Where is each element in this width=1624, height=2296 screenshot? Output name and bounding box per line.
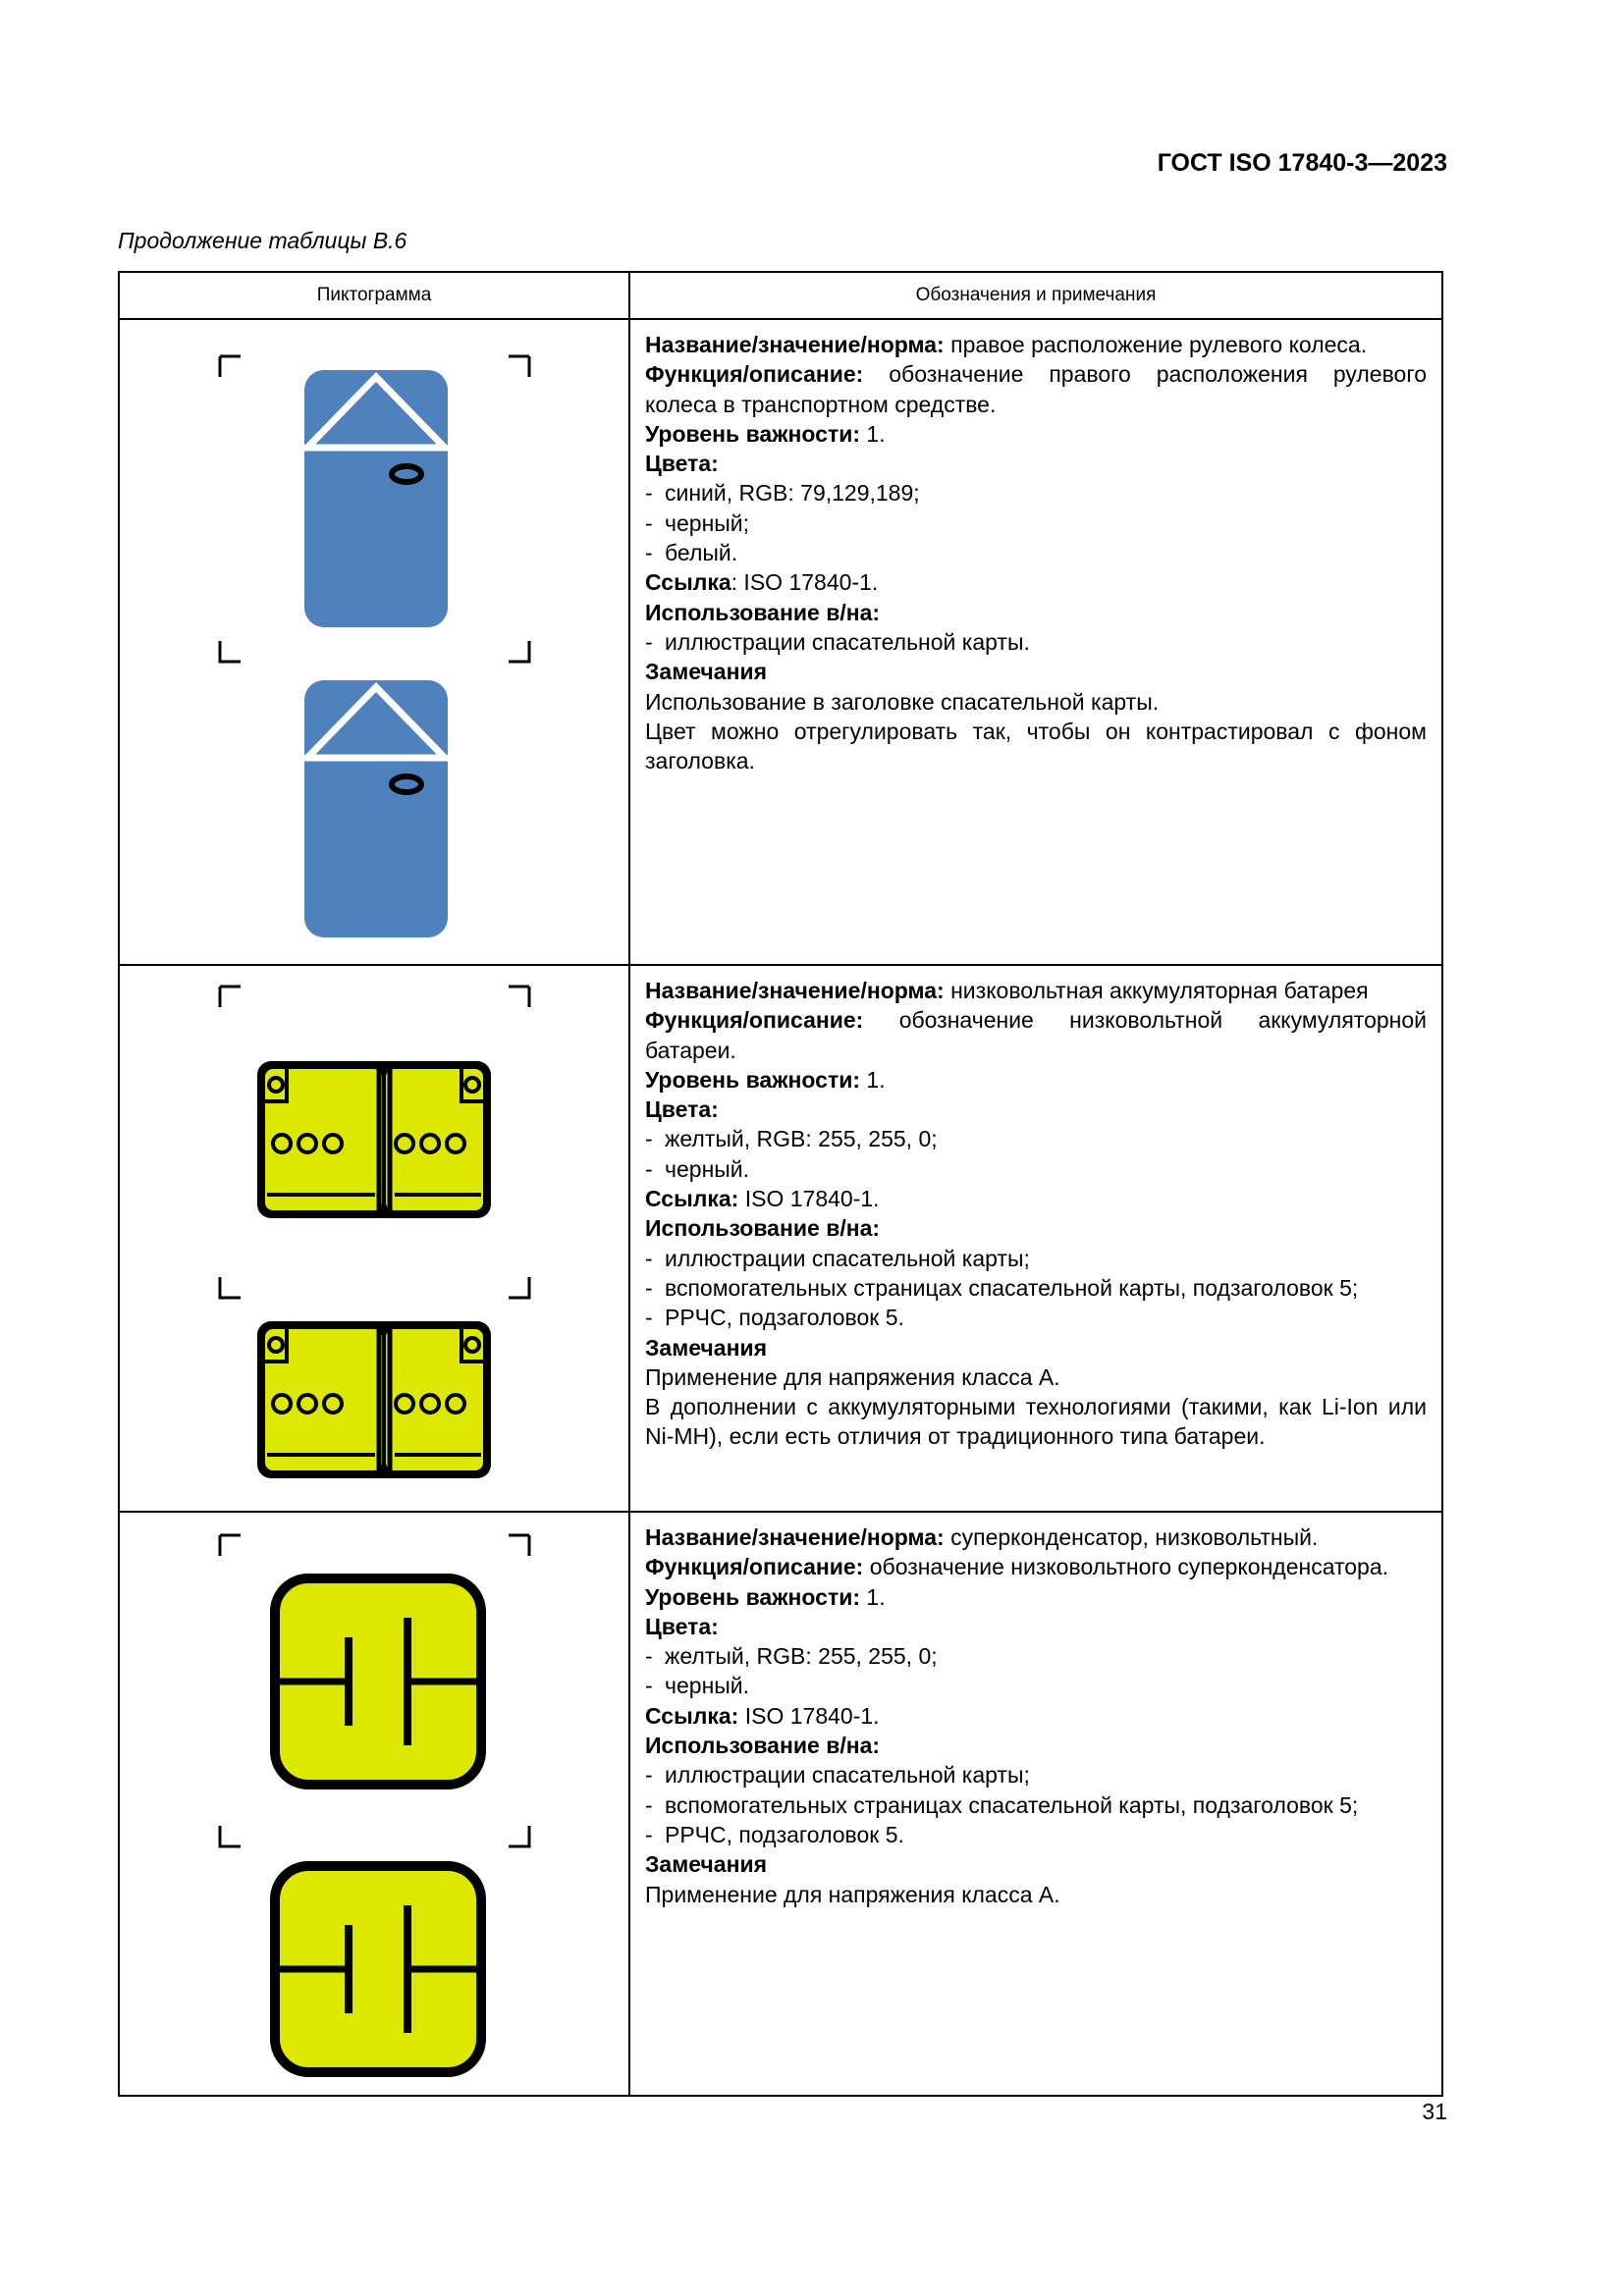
usage-item: - РРЧС, подзаголовок 5. bbox=[645, 1821, 904, 1847]
name-entry: Название/значение/норма: низковольтная аккумуляторная батарея bbox=[645, 978, 1369, 1003]
note-text: Использование в заголовке спасательной карты. bbox=[645, 688, 1160, 715]
table-row bbox=[119, 319, 1442, 965]
column-header-notes: Обозначения и примечания bbox=[629, 272, 1442, 319]
colors-label: Цвета: bbox=[645, 1096, 719, 1123]
color-item: - синий, RGB: 79,129,189; bbox=[645, 480, 920, 507]
notes-cell bbox=[629, 965, 1442, 1512]
level-entry: Уровень важности: 1. bbox=[645, 420, 886, 447]
usage-item: - вспомогательных страницах спасательной карты, подзаголовок 5; bbox=[645, 1274, 1359, 1301]
table-header-row bbox=[119, 272, 1442, 319]
usage-item: - иллюстрации спасательной карты; bbox=[645, 1762, 1030, 1789]
supercapacitor-icon-small bbox=[275, 1866, 481, 2072]
level-entry: Уровень важности: 1. bbox=[645, 1066, 886, 1093]
notes-cell bbox=[629, 319, 1442, 965]
pictogram-table bbox=[118, 271, 1443, 2097]
table-row bbox=[119, 965, 1442, 1512]
reference-entry: Ссылка: ISO 17840-1. bbox=[645, 1702, 880, 1729]
reference-entry: Ссылка: ISO 17840-1. bbox=[645, 569, 879, 596]
right-steering-wheel-icon bbox=[120, 320, 630, 964]
column-header-pictogram: Пиктограмма bbox=[119, 272, 629, 319]
table-row bbox=[119, 1512, 1442, 2096]
notes-cell bbox=[629, 1512, 1442, 2096]
usage-item: - иллюстрации спасательной карты; bbox=[645, 1245, 1030, 1271]
steering-wheel-icon-small bbox=[304, 680, 448, 937]
table-caption: Продолжение таблицы B.6 bbox=[118, 228, 407, 253]
note-text: Применение для напряжения класса А. bbox=[645, 1881, 1060, 1907]
low-voltage-battery-icon bbox=[120, 966, 630, 1511]
notes-label: Замечания bbox=[645, 1334, 768, 1361]
color-item: - желтый, RGB: 255, 255, 0; bbox=[645, 1643, 938, 1670]
usage-item: - РРЧС, подзаголовок 5. bbox=[645, 1305, 904, 1331]
pictogram-cell bbox=[119, 319, 629, 965]
note-text: Цвет можно отрегулировать так, чтобы он контрастировал с фоном заголовка. bbox=[645, 718, 1427, 774]
pictogram-cell bbox=[119, 965, 629, 1512]
pictogram-cell bbox=[119, 1512, 629, 2096]
notes-label: Замечания bbox=[645, 1851, 768, 1878]
reference-entry: Ссылка: ISO 17840-1. bbox=[645, 1186, 880, 1212]
note-text: В дополнении с аккумуляторными технологиями (такими, как Li-Ion или Ni-MH), если есть отличия от традиционного типа батареи. bbox=[645, 1394, 1427, 1450]
usage-label: Использование в/на: bbox=[645, 1215, 881, 1242]
color-item: - желтый, RGB: 255, 255, 0; bbox=[645, 1126, 938, 1152]
note-text: Применение для напряжения класса А. bbox=[645, 1363, 1060, 1390]
usage-label: Использование в/на: bbox=[645, 1733, 881, 1759]
function-entry: Функция/описание: обозначение правого расположения рулевого колеса в транспортном средстве. bbox=[645, 361, 1428, 417]
level-entry: Уровень важности: 1. bbox=[645, 1583, 886, 1610]
page-number: 31 bbox=[1422, 2099, 1447, 2124]
function-entry: Функция/описание: обозначение низковольтной аккумуляторной батареи. bbox=[645, 1007, 1428, 1063]
battery-icon-small bbox=[257, 1321, 491, 1478]
battery-icon-large bbox=[257, 1061, 491, 1218]
usage-label: Использование в/на: bbox=[645, 599, 881, 625]
color-item: - черный; bbox=[645, 509, 750, 536]
notes-label: Замечания bbox=[645, 659, 768, 685]
standard-header: ГОСТ ISO 17840-3—2023 bbox=[1157, 149, 1447, 177]
colors-label: Цвета: bbox=[645, 451, 719, 477]
colors-label: Цвета: bbox=[645, 1613, 719, 1639]
color-item: - белый. bbox=[645, 540, 738, 566]
supercapacitor-icon-large bbox=[275, 1578, 481, 1785]
color-item: - черный. bbox=[645, 1673, 750, 1699]
usage-item: - иллюстрации спасательной карты. bbox=[645, 628, 1030, 655]
name-entry: Название/значение/норма: правое расположение рулевого колеса. bbox=[645, 332, 1368, 357]
color-item: - черный. bbox=[645, 1155, 750, 1182]
name-entry: Название/значение/норма: суперконденсатор, низковольтный. bbox=[645, 1524, 1319, 1550]
usage-item: - вспомогательных страницах спасательной карты, подзаголовок 5; bbox=[645, 1791, 1359, 1818]
function-entry: Функция/описание: обозначение низковольтного суперконденсатора. bbox=[645, 1554, 1389, 1580]
supercapacitor-icon bbox=[120, 1513, 630, 2095]
steering-wheel-icon-large bbox=[304, 370, 448, 627]
